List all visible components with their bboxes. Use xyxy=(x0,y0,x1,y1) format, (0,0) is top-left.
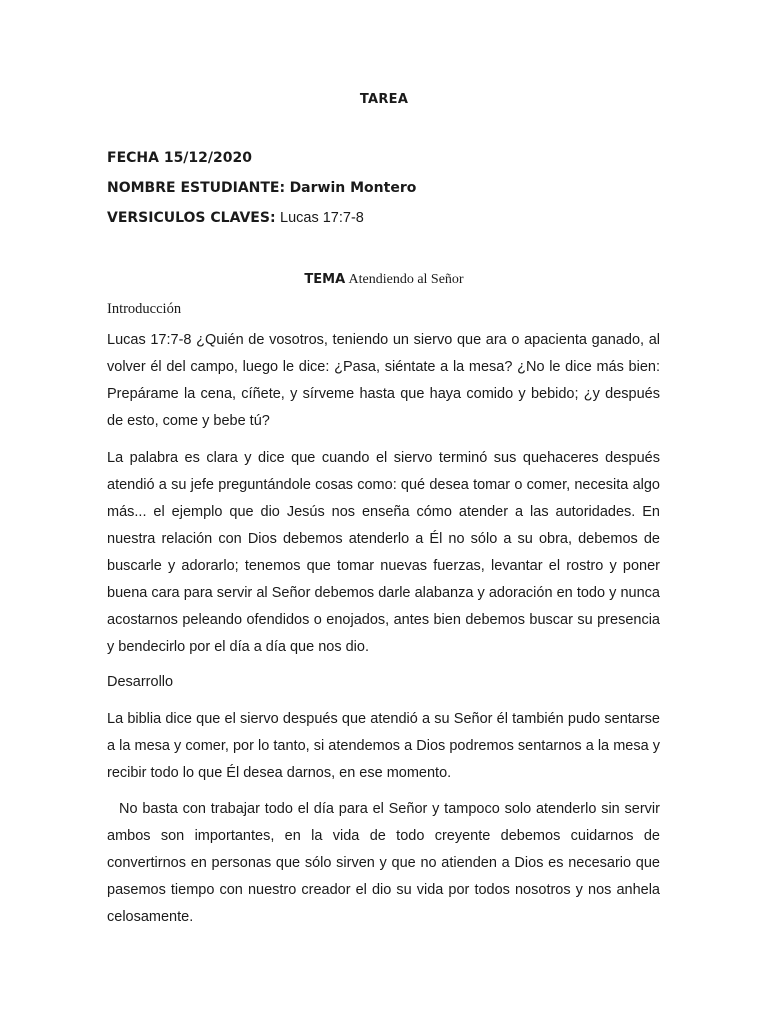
fecha-line xyxy=(107,150,252,166)
desarrollo-paragraph-1: La biblia dice que el siervo después que atendió a su Señor él también pudo sentarse a la mesa y comer, por lo tanto, si atendemos a Dios podremos sentarnos a la mesa y recibir todo lo que Él desea darnos, en ese momento. xyxy=(107,711,660,781)
desarrollo-paragraph-2: No basta con trabajar todo el día para el Señor y tampoco solo atenderlo sin servir ambos son importantes, en la vida de todo creyente debemos cuidarnos de convertirnos en personas que sólo sirven y que no atienden a Dios es necesario que pasemos tiempo con nuestro creador el dio su vida por todos nosotros y nos anhela celosamente. xyxy=(107,801,660,925)
document-title: TAREA xyxy=(359,92,409,107)
versiculos-line xyxy=(107,210,364,226)
versiculos-label: VERSICULOS CLAVES: xyxy=(107,210,276,226)
nombre-line xyxy=(107,180,416,196)
intro-heading: Introducción xyxy=(107,301,182,317)
nombre-label: NOMBRE ESTUDIANTE: xyxy=(107,180,286,196)
tema-line xyxy=(0,271,768,288)
nombre-value: Darwin Montero xyxy=(289,180,417,196)
intro-paragraph-2: La palabra es clara y dice que cuando el siervo terminó sus quehaceres después atendió a su jefe preguntándole cosas como: qué desea tomar o comer, necesita algo más... el ejemplo que dio Jesús nos enseña cómo atender a las autoridades. En nuestra relación con Dios debemos atenderlo a Él no sólo a su obra, debemos de buscarle y adorarlo; tenemos que tomar nuevas fuerzas, levantar el rostro y poner buena cara para servir al Señor debemos darle alabanza y adoración en todo y nunca acostarnos peleando ofendidos o enojados, antes bien debemos buscar su presencia y bendecirlo por el día a día que nos dio. xyxy=(107,450,660,655)
tema-value: Atendiendo al Señor xyxy=(348,272,464,287)
intro-paragraph-1: Lucas 17:7-8 ¿Quién de vosotros, teniendo un siervo que ara o apacienta ganado, al volver él del campo, luego le dice: ¿Pasa, siéntate a la mesa? ¿No le dice más bien: Prepárame la cena, cíñete, y sírveme hasta que haya comido y bebido; ¿y después de esto, come y bebe tú? xyxy=(107,332,660,429)
versiculos-value: Lucas 17:7-8 xyxy=(280,210,364,226)
tema-label: TEMA xyxy=(304,272,346,287)
fecha-text: FECHA 15/12/2020 xyxy=(107,150,252,166)
desarrollo-heading: Desarrollo xyxy=(107,674,174,690)
